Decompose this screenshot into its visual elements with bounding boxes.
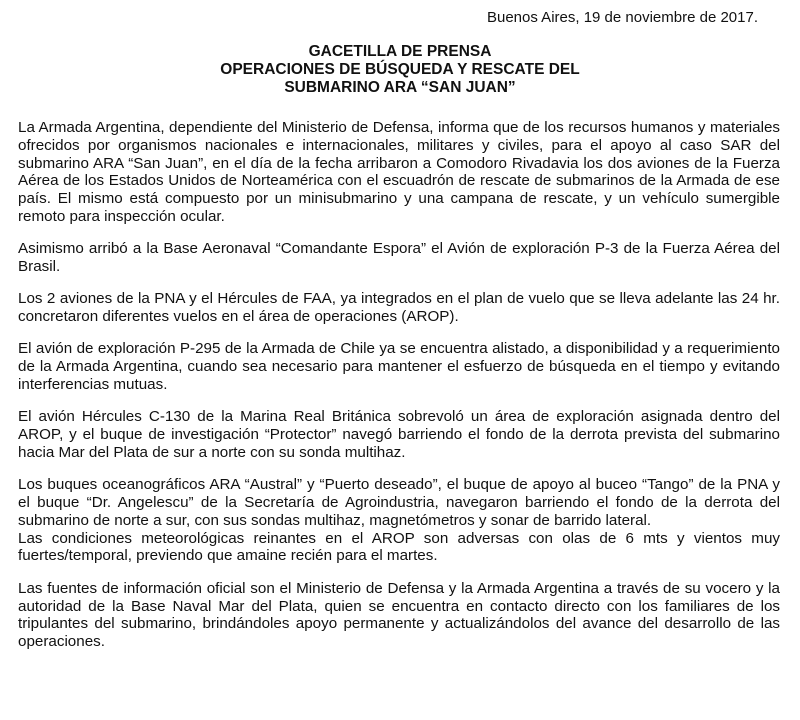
title-line-2: OPERACIONES DE BÚSQUEDA Y RESCATE DEL [220, 61, 580, 78]
paragraph-official-sources: Las fuentes de información oficial son el Ministerio de Defensa y la Armada Argentina a través de su vocero y la autoridad de la Base Naval Mar del Plata, quien se encuentra en contacto directo con los familiares de los tripulantes del submarino, brindándoles apoyo permanente y actualizándolos del avance del desarrollo de las operaciones. [18, 579, 780, 651]
paragraph-weather: Las condiciones meteorológicas reinantes en el AROP son adversas con olas de 6 mts y vientos muy fuertes/temporal, previendo que amaine recién para el martes. [18, 529, 780, 565]
paragraph-brazil-aircraft: Asimismo arribó a la Base Aeronaval “Comandante Espora” el Avión de exploración P-3 de la Fuerza Aérea del Brasil. [18, 240, 780, 276]
date-line: Buenos Aires, 19 de noviembre de 2017. [486, 9, 758, 26]
paragraph-chile-aircraft: El avión de exploración P-295 de la Armada de Chile ya se encuentra alistado, a disponibilidad y a requerimiento de la Armada Argentina, cuando sea necesario para mantener el esfuerzo de búsqueda en el tiempo y evitando interferencias mutuas. [18, 340, 780, 394]
paragraph-oceanographic-ships: Los buques oceanográficos ARA “Austral” y “Puerto deseado”, el buque de apoyo al buceo “Tango” de la PNA y el buque “Dr. Angelescu” de la Secretaría de Agroindustria, navegaron barriendo el fondo de la derrota del submarino de norte a sur, con sus sondas multihaz, magnetómetros y sonar de barrido lateral. [18, 476, 780, 529]
paragraph-resources: La Armada Argentina, dependiente del Ministerio de Defensa, informa que de los recursos humanos y materiales ofrecidos por organismos nacionales e internacionales, militares y civiles, para el apoyo al caso SAR del submarino ARA “San Juan”, en el día de la fecha arribaron a Comodoro Rivadavia los dos aviones de la Fuerza Aérea de los Estados Unidos de Norteamérica con el escuadrón de rescate de submarinos de la Armada de ese país. El mismo está compuesto por un minisubmarino y una campana de rescate, y un vehículo sumergible remoto para inspección ocular. [18, 119, 780, 225]
paragraph-pna-flights: Los 2 aviones de la PNA y el Hércules de FAA, ya integrados en el plan de vuelo que se lleva adelante las 24 hr. concretaron diferentes vuelos en el área de operaciones (AROP). [18, 290, 780, 326]
paragraph-royal-navy: El avión Hércules C-130 de la Marina Real Británica sobrevoló un área de exploración asignada dentro del AROP, y el buque de investigación “Protector” navegó barriendo el fondo de la derrota prevista del submarino hacia Mar del Plata de sur a norte con su sonda multihaz. [18, 408, 780, 461]
body-text [18, 119, 780, 665]
title-line-3: SUBMARINO ARA “SAN JUAN” [284, 79, 516, 96]
title-line-1: GACETILLA DE PRENSA [308, 43, 492, 60]
title-block [0, 43, 800, 97]
